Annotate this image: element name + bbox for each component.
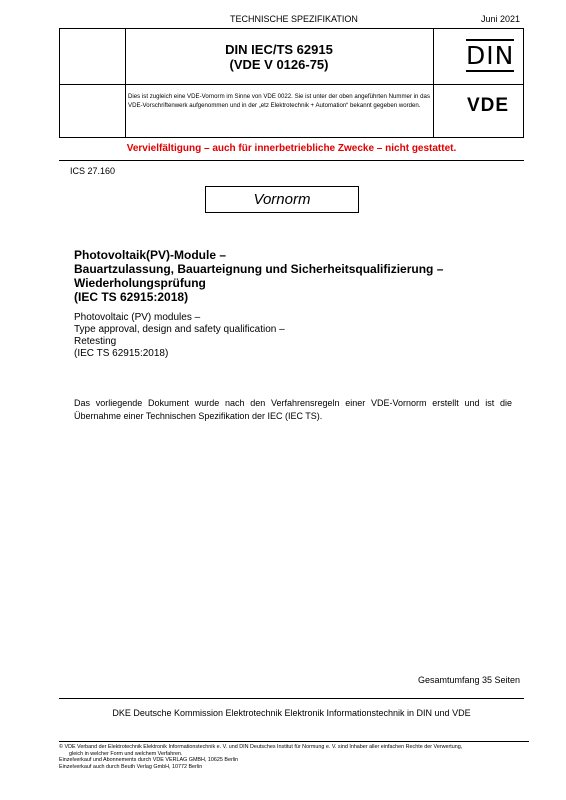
divider bbox=[59, 741, 529, 742]
title-german-line: Bauartzulassung, Bauarteignung und Sicherheitsqualifizierung – bbox=[74, 262, 444, 276]
document-type: TECHNISCHE SPEZIFIKATION bbox=[230, 14, 358, 24]
divider bbox=[60, 84, 523, 85]
footer-line: gleich in welcher Form und welchem Verfahren. bbox=[69, 750, 183, 757]
din-logo-bar-bottom bbox=[466, 70, 514, 72]
copy-warning: Vervielfältigung – auch für innerbetriebliche Zwecke – nicht gestattet. bbox=[126, 143, 457, 154]
title-german-line: Photovoltaik(PV)-Module – bbox=[74, 248, 227, 262]
footer-line: Einzelverkauf auch durch Beuth Verlag GmbH, 10772 Berlin bbox=[59, 763, 203, 770]
din-logo-text: DIN bbox=[466, 41, 515, 70]
title-english-line: Photovoltaic (PV) modules – bbox=[74, 312, 201, 323]
title-english bbox=[74, 312, 285, 360]
divider bbox=[59, 698, 524, 699]
title-english-line: Retesting bbox=[74, 336, 117, 347]
title-german-line: Wiederholungsprüfung bbox=[74, 276, 206, 290]
divider bbox=[433, 29, 434, 137]
vde-notice: Dies ist zugleich eine VDE-Vornorm im Sinne von VDE 0022. Sie ist unter der oben angeführten Nummer in das VDE-Vorschriftenwerk aufgenommen und in der „etz Elektrotechnik + Automation“ bekannt gegeben worden. bbox=[128, 93, 430, 109]
intro-paragraph: Das vorliegende Dokument wurde nach den Verfahrensregeln einer VDE-Vornorm erstellt und ist die Übernahme einer Technischen Spezifikation der IEC (IEC TS). bbox=[74, 398, 512, 421]
publication-date: Juni 2021 bbox=[480, 14, 520, 24]
page-count: Gesamtumfang 35 Seiten bbox=[417, 675, 520, 685]
din-logo bbox=[466, 39, 514, 72]
footer-line: © VDE Verband der Elektrotechnik Elektronik Informationstechnik e. V. und DIN Deutsches Institut für Normung e. V. sind Inhaber aller einfachen Rechte der Verwertung, bbox=[59, 744, 463, 750]
standard-number: DIN IEC/TS 62915 bbox=[225, 42, 333, 57]
divider bbox=[59, 160, 524, 161]
vde-number: (VDE V 0126-75) bbox=[229, 57, 329, 72]
header-box bbox=[59, 28, 524, 138]
title-english-line: Type approval, design and safety qualification – bbox=[74, 324, 285, 335]
committee: DKE Deutsche Kommission Elektrotechnik Elektronik Informationstechnik in DIN und VDE bbox=[112, 708, 471, 718]
title-german bbox=[74, 248, 443, 304]
ics-code: ICS 27.160 bbox=[70, 166, 116, 176]
status-badge: Vornorm bbox=[205, 186, 359, 213]
title-german-line: (IEC TS 62915:2018) bbox=[74, 290, 189, 304]
vde-logo: VDE bbox=[466, 95, 510, 116]
title-english-line: (IEC TS 62915:2018) bbox=[74, 348, 169, 359]
footer bbox=[59, 744, 529, 770]
footer-line: Einzelverkauf und Abonnements durch VDE VERLAG GMBH, 10625 Berlin bbox=[59, 757, 239, 763]
